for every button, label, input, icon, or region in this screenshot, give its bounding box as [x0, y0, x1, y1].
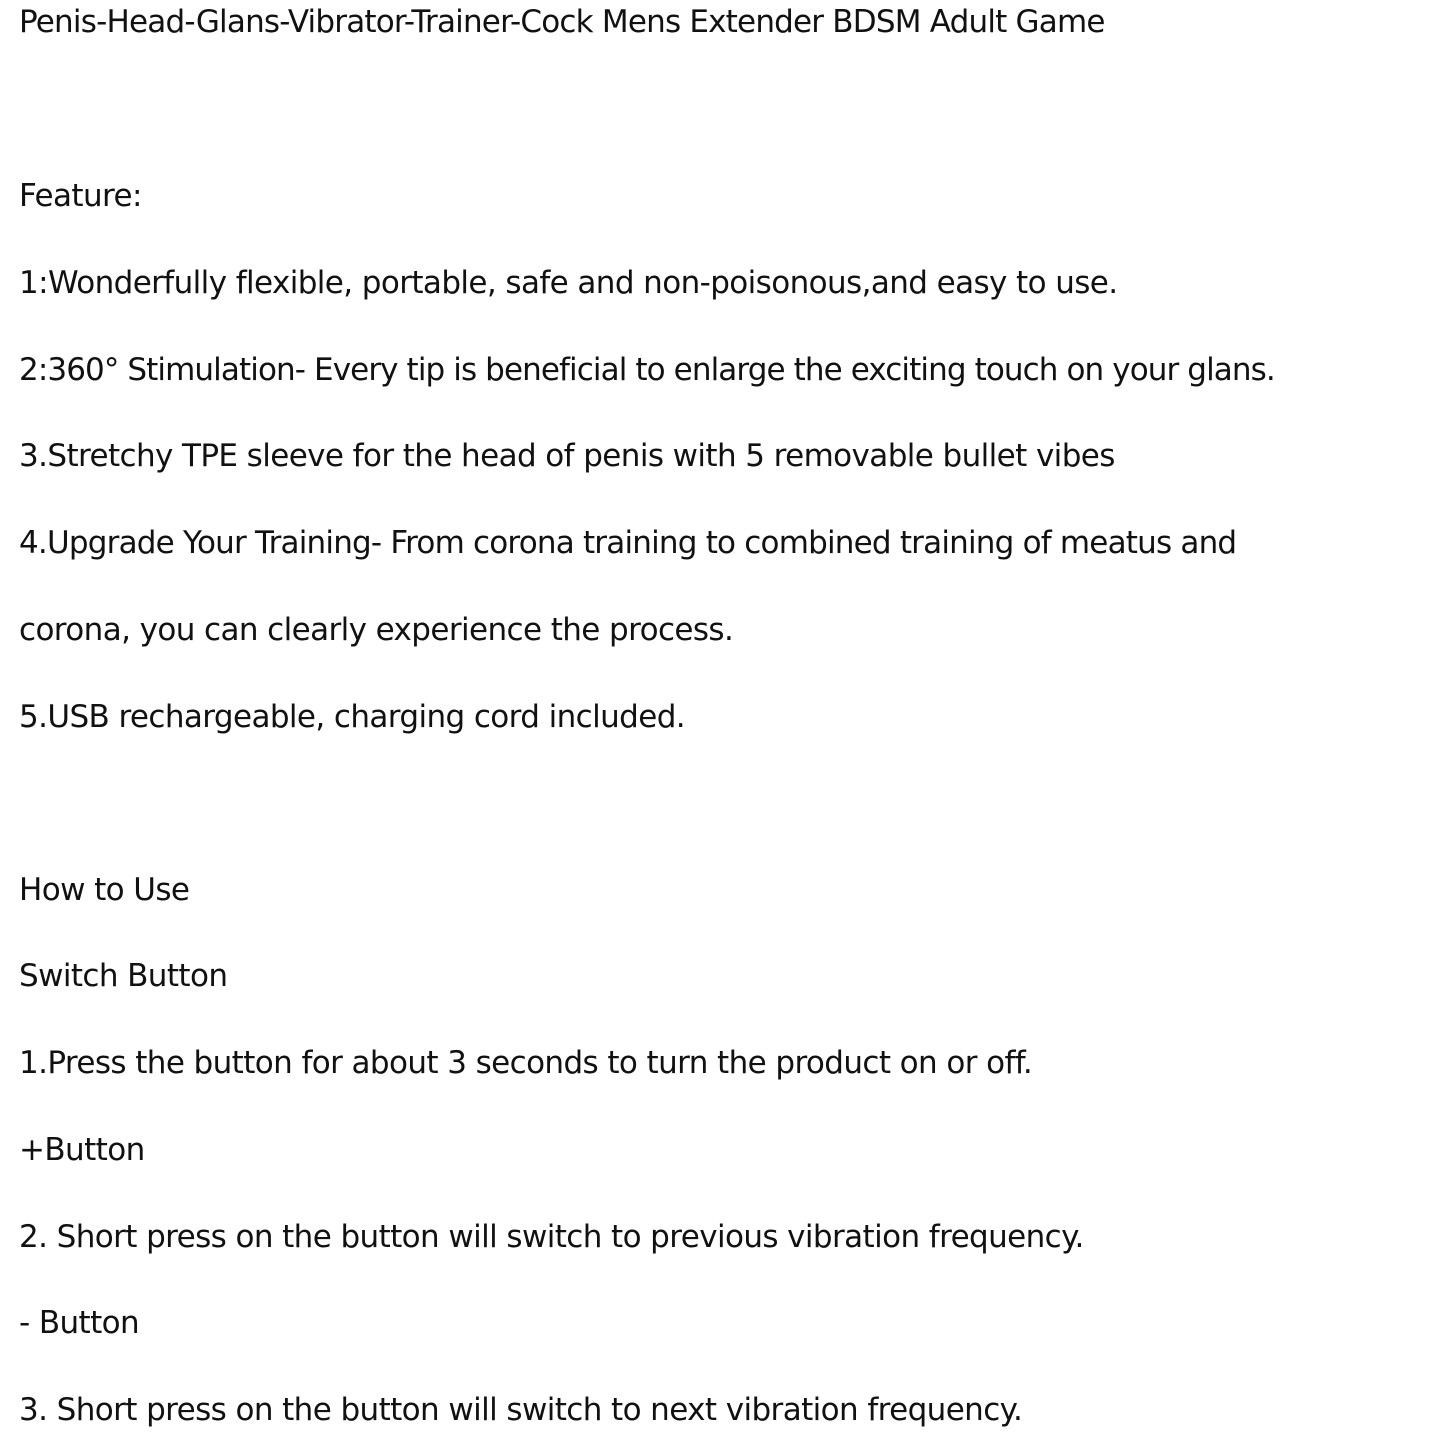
feature-item-3: 3.Stretchy TPE sleeve for the head of penis with 5 removable bullet vibes [19, 438, 1115, 474]
plus-button-instruction: 2. Short press on the button will switch to previous vibration frequency. [19, 1219, 1084, 1255]
plus-button-heading: +Button [19, 1132, 145, 1168]
switch-button-heading: Switch Button [19, 958, 228, 994]
minus-button-instruction: 3. Short press on the button will switch to next vibration frequency. [19, 1392, 1023, 1428]
feature-item-5: 5.USB rechargeable, charging cord included. [19, 699, 686, 735]
feature-heading: Feature: [19, 178, 142, 214]
feature-item-4-line-1: 4.Upgrade Your Training- From corona training to combined training of meatus and [19, 525, 1237, 561]
feature-item-1: 1:Wonderfully flexible, portable, safe and non-poisonous,and easy to use. [19, 265, 1118, 301]
feature-item-4-line-2: corona, you can clearly experience the process. [19, 612, 734, 648]
feature-item-2: 2:360° Stimulation- Every tip is beneficial to enlarge the exciting touch on your glans. [19, 352, 1275, 388]
switch-button-instruction: 1.Press the button for about 3 seconds to turn the product on or off. [19, 1045, 1033, 1081]
minus-button-heading: - Button [19, 1305, 140, 1341]
how-to-use-heading: How to Use [19, 872, 190, 908]
product-title: Penis-Head-Glans-Vibrator-Trainer-Cock Mens Extender BDSM Adult Game [19, 4, 1105, 40]
